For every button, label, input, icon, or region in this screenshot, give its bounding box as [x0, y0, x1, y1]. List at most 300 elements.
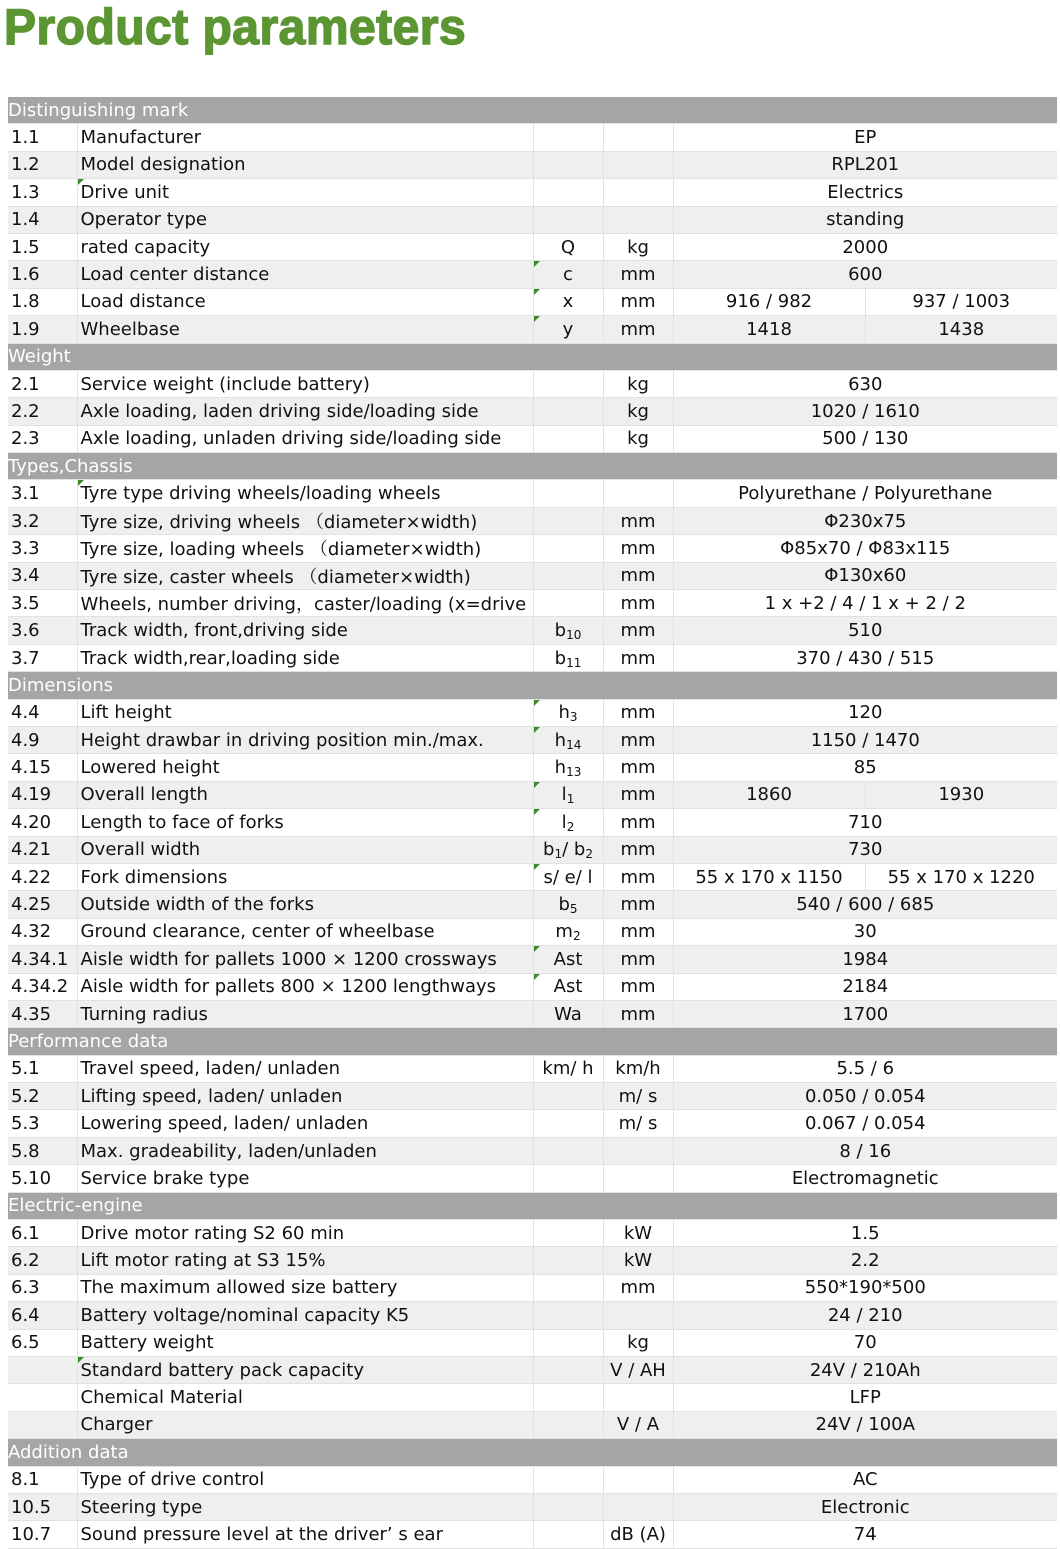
- symbol: [533, 1247, 603, 1274]
- symbol: [533, 1466, 603, 1493]
- value-variant-2: 1438: [865, 316, 1057, 343]
- table-row: [8, 288, 1057, 315]
- symbol: [533, 1165, 603, 1192]
- unit: mm: [603, 562, 673, 589]
- table-row: [8, 617, 1057, 644]
- value: 24 / 210: [673, 1302, 1057, 1329]
- unit: [603, 1137, 673, 1164]
- table-row: [8, 1165, 1057, 1192]
- value: 30: [673, 918, 1057, 945]
- unit: [603, 1493, 673, 1520]
- unit: kg: [603, 233, 673, 260]
- value-variant-1: 55 x 170 x 1150: [673, 863, 865, 890]
- unit: mm: [603, 836, 673, 863]
- row-number: 6.3: [8, 1274, 77, 1301]
- table-row: [8, 1356, 1057, 1383]
- table-row: [8, 1055, 1057, 1082]
- table-row: [8, 781, 1057, 808]
- parameter-name: Max. gradeability, laden/unladen: [77, 1137, 533, 1164]
- parameter-name: Drive motor rating S2 60 min: [77, 1220, 533, 1247]
- table-row: [8, 946, 1057, 973]
- row-number: 6.1: [8, 1220, 77, 1247]
- value: Electromagnetic: [673, 1165, 1057, 1192]
- unit: mm: [603, 863, 673, 890]
- symbol: [533, 1137, 603, 1164]
- unit: [603, 151, 673, 178]
- value: 0.067 / 0.054: [673, 1110, 1057, 1137]
- table-row: [8, 590, 1057, 617]
- value: 74: [673, 1521, 1057, 1548]
- row-number: 4.9: [8, 726, 77, 753]
- row-number: [8, 1411, 77, 1438]
- symbol: [533, 507, 603, 534]
- symbol: x: [533, 288, 603, 315]
- symbol: c: [533, 261, 603, 288]
- row-number: 4.15: [8, 754, 77, 781]
- symbol: [533, 1329, 603, 1356]
- unit: [603, 124, 673, 151]
- section-title: Types,Chassis: [8, 453, 1057, 480]
- symbol: km/ h: [533, 1055, 603, 1082]
- parameter-name: Chemical Material: [77, 1384, 533, 1411]
- parameter-name: Manufacturer: [77, 124, 533, 151]
- value: 5.5 / 6: [673, 1055, 1057, 1082]
- section-header: [8, 453, 1057, 480]
- symbol: [533, 1110, 603, 1137]
- row-number: 6.2: [8, 1247, 77, 1274]
- symbol: [533, 836, 603, 863]
- unit: [603, 179, 673, 206]
- table-row: [8, 425, 1057, 452]
- table-row: [8, 151, 1057, 178]
- section-header: [8, 1192, 1057, 1219]
- row-number: 1.9: [8, 316, 77, 343]
- row-number: 4.21: [8, 836, 77, 863]
- unit: [603, 1384, 673, 1411]
- parameter-name: The maximum allowed size battery: [77, 1274, 533, 1301]
- value: Φ230x75: [673, 507, 1057, 534]
- value: 500 / 130: [673, 425, 1057, 452]
- table-row: [8, 1247, 1057, 1274]
- symbol-subscript: 2: [566, 819, 575, 834]
- unit: kg: [603, 370, 673, 397]
- unit: mm: [603, 590, 673, 617]
- parameter-name: Load center distance: [77, 261, 533, 288]
- row-number: 1.3: [8, 179, 77, 206]
- value: 2184: [673, 973, 1057, 1000]
- row-number: 4.4: [8, 699, 77, 726]
- table-row: [8, 1083, 1057, 1110]
- unit: m/ s: [603, 1083, 673, 1110]
- value: 1700: [673, 1000, 1057, 1027]
- value: AC: [673, 1466, 1057, 1493]
- value: 1.5: [673, 1220, 1057, 1247]
- row-number: 4.22: [8, 863, 77, 890]
- parameter-name: Service weight (include battery): [77, 370, 533, 397]
- symbol: [533, 1384, 603, 1411]
- table-row: [8, 754, 1057, 781]
- section-title: Distinguishing mark: [8, 97, 1057, 124]
- parameter-name: Height drawbar in driving position min./max.: [77, 726, 533, 753]
- symbol: [533, 590, 603, 617]
- symbol: Q: [533, 233, 603, 260]
- symbol: [533, 617, 603, 644]
- unit: [603, 1302, 673, 1329]
- symbol: [533, 781, 603, 808]
- parameter-name: Tyre size, driving wheels （diameter×width): [77, 507, 533, 534]
- row-number: 8.1: [8, 1466, 77, 1493]
- value: EP: [673, 124, 1057, 151]
- unit: kg: [603, 425, 673, 452]
- row-number: 4.20: [8, 809, 77, 836]
- unit: m/ s: [603, 1110, 673, 1137]
- section-header: [8, 672, 1057, 699]
- value: 70: [673, 1329, 1057, 1356]
- symbol-subscript: 1: [554, 847, 563, 862]
- unit: kg: [603, 398, 673, 425]
- parameter-name: Battery weight: [77, 1329, 533, 1356]
- parameter-name: Standard battery pack capacity: [77, 1356, 533, 1383]
- symbol-base: m: [555, 921, 573, 943]
- value-variant-2: 55 x 170 x 1220: [865, 863, 1057, 890]
- parameter-name: Outside width of the forks: [77, 891, 533, 918]
- unit: kW: [603, 1247, 673, 1274]
- unit: mm: [603, 1000, 673, 1027]
- symbol: y: [533, 316, 603, 343]
- symbol: [533, 124, 603, 151]
- parameter-name: Overall width: [77, 836, 533, 863]
- row-number: 1.1: [8, 124, 77, 151]
- unit: V / AH: [603, 1356, 673, 1383]
- row-number: 2.1: [8, 370, 77, 397]
- symbol: [533, 1220, 603, 1247]
- row-number: 3.1: [8, 480, 77, 507]
- row-number: [8, 1356, 77, 1383]
- spec-table: [8, 97, 1057, 1549]
- parameter-name: Sound pressure level at the driver’ s ear: [77, 1521, 533, 1548]
- value: 85: [673, 754, 1057, 781]
- symbol: [533, 1411, 603, 1438]
- row-number: 4.35: [8, 1000, 77, 1027]
- row-number: 5.3: [8, 1110, 77, 1137]
- section-header: [8, 1439, 1057, 1466]
- row-number: 10.5: [8, 1493, 77, 1520]
- row-number: 10.7: [8, 1521, 77, 1548]
- unit: [603, 480, 673, 507]
- parameter-name: Battery voltage/nominal capacity K5: [77, 1302, 533, 1329]
- row-number: 5.2: [8, 1083, 77, 1110]
- value: 1984: [673, 946, 1057, 973]
- table-row: [8, 1274, 1057, 1301]
- value-variant-1: 916 / 982: [673, 288, 865, 315]
- parameter-name: Load distance: [77, 288, 533, 315]
- parameter-name: Length to face of forks: [77, 809, 533, 836]
- row-number: 4.25: [8, 891, 77, 918]
- value: 370 / 430 / 515: [673, 644, 1057, 671]
- unit: [603, 1165, 673, 1192]
- symbol-base: b: [543, 839, 555, 861]
- table-row: [8, 863, 1057, 890]
- unit: mm: [603, 973, 673, 1000]
- table-row: [8, 918, 1057, 945]
- section-title: Addition data: [8, 1439, 1057, 1466]
- symbol-subscript: 10: [566, 628, 582, 643]
- table-row: [8, 1137, 1057, 1164]
- table-row: [8, 316, 1057, 343]
- row-number: 1.5: [8, 233, 77, 260]
- unit: mm: [603, 809, 673, 836]
- row-number: 3.4: [8, 562, 77, 589]
- table-row: [8, 1302, 1057, 1329]
- symbol-subscript: 3: [569, 710, 578, 725]
- value-variant-2: 1930: [865, 781, 1057, 808]
- value: 730: [673, 836, 1057, 863]
- symbol: [533, 1302, 603, 1329]
- parameter-name: rated capacity: [77, 233, 533, 260]
- row-number: 5.1: [8, 1055, 77, 1082]
- table-row: [8, 726, 1057, 753]
- parameter-name: Lift motor rating at S3 15%: [77, 1247, 533, 1274]
- parameter-name: Overall length: [77, 781, 533, 808]
- parameter-name: Track width,rear,loading side: [77, 644, 533, 671]
- table-row: [8, 1220, 1057, 1247]
- table-row: [8, 891, 1057, 918]
- unit: mm: [603, 726, 673, 753]
- row-number: 4.32: [8, 918, 77, 945]
- table-row: [8, 535, 1057, 562]
- symbol: [533, 206, 603, 233]
- row-number: 3.6: [8, 617, 77, 644]
- value: 600: [673, 261, 1057, 288]
- table-row: [8, 480, 1057, 507]
- value: 1 x +2 / 4 / 1 x + 2 / 2: [673, 590, 1057, 617]
- value: 120: [673, 699, 1057, 726]
- table-row: [8, 1000, 1057, 1027]
- table-row: [8, 1329, 1057, 1356]
- value: LFP: [673, 1384, 1057, 1411]
- unit: mm: [603, 644, 673, 671]
- unit: mm: [603, 535, 673, 562]
- unit: mm: [603, 918, 673, 945]
- symbol-subscript: 1: [566, 792, 575, 807]
- table-row: [8, 370, 1057, 397]
- unit: mm: [603, 507, 673, 534]
- row-number: 5.10: [8, 1165, 77, 1192]
- unit: dB (A): [603, 1521, 673, 1548]
- unit: [603, 206, 673, 233]
- symbol-base: l: [561, 784, 567, 806]
- parameter-name: Model designation: [77, 151, 533, 178]
- symbol-subscript: 2: [585, 847, 593, 862]
- symbol: s/ e/ l: [533, 863, 603, 890]
- parameter-name: Wheelbase: [77, 316, 533, 343]
- table-row: [8, 1493, 1057, 1520]
- table-row: [8, 233, 1057, 260]
- value: 550*190*500: [673, 1274, 1057, 1301]
- symbol-base: h: [554, 729, 567, 751]
- value: 630: [673, 370, 1057, 397]
- unit: mm: [603, 754, 673, 781]
- table-row: [8, 507, 1057, 534]
- symbol: [533, 370, 603, 397]
- unit: kW: [603, 1220, 673, 1247]
- row-number: 1.2: [8, 151, 77, 178]
- parameter-name: Tyre type driving wheels/loading wheels: [77, 480, 533, 507]
- value: 710: [673, 809, 1057, 836]
- parameter-name: Lift height: [77, 699, 533, 726]
- value: Polyurethane / Polyurethane: [673, 480, 1057, 507]
- symbol: [533, 726, 603, 753]
- parameter-name: Lowered height: [77, 754, 533, 781]
- parameter-name: Axle loading, laden driving side/loading side: [77, 398, 533, 425]
- symbol: [533, 1521, 603, 1548]
- table-row: [8, 1466, 1057, 1493]
- parameter-name: Steering type: [77, 1493, 533, 1520]
- symbol-rest: / b: [562, 839, 586, 861]
- row-number: [8, 1384, 77, 1411]
- unit: mm: [603, 261, 673, 288]
- value: 2.2: [673, 1247, 1057, 1274]
- symbol: [533, 1274, 603, 1301]
- symbol: Wa: [533, 1000, 603, 1027]
- symbol: Ast: [533, 946, 603, 973]
- table-row: [8, 809, 1057, 836]
- unit: mm: [603, 946, 673, 973]
- row-number: 1.4: [8, 206, 77, 233]
- section-title: Weight: [8, 343, 1057, 370]
- table-row: [8, 179, 1057, 206]
- parameter-name: Lifting speed, laden/ unladen: [77, 1083, 533, 1110]
- row-number: 3.2: [8, 507, 77, 534]
- value: Electrics: [673, 179, 1057, 206]
- unit: mm: [603, 316, 673, 343]
- parameter-name: Aisle width for pallets 800 × 1200 lengthways: [77, 973, 533, 1000]
- row-number: 2.2: [8, 398, 77, 425]
- unit: mm: [603, 1274, 673, 1301]
- value: 1150 / 1470: [673, 726, 1057, 753]
- value: 24V / 100A: [673, 1411, 1057, 1438]
- section-title: Electric-engine: [8, 1192, 1057, 1219]
- row-number: 3.3: [8, 535, 77, 562]
- unit: mm: [603, 288, 673, 315]
- parameter-name: Track width, front,driving side: [77, 617, 533, 644]
- table-row: [8, 562, 1057, 589]
- row-number: 3.5: [8, 590, 77, 617]
- unit: mm: [603, 699, 673, 726]
- row-number: 4.19: [8, 781, 77, 808]
- row-number: 1.6: [8, 261, 77, 288]
- parameter-name: Tyre size, caster wheels （diameter×width): [77, 562, 533, 589]
- parameter-name: Fork dimensions: [77, 863, 533, 890]
- parameter-name: Aisle width for pallets 1000 × 1200 crossways: [77, 946, 533, 973]
- parameter-name: Type of drive control: [77, 1466, 533, 1493]
- section-header: [8, 1028, 1057, 1055]
- table-row: [8, 398, 1057, 425]
- table-row: [8, 124, 1057, 151]
- value-variant-2: 937 / 1003: [865, 288, 1057, 315]
- symbol-base: b: [554, 620, 567, 642]
- parameter-name: Service brake type: [77, 1165, 533, 1192]
- table-row: [8, 1110, 1057, 1137]
- table-row: [8, 699, 1057, 726]
- value-variant-1: 1418: [673, 316, 865, 343]
- table-row: [8, 1411, 1057, 1438]
- symbol: [533, 1493, 603, 1520]
- value: 540 / 600 / 685: [673, 891, 1057, 918]
- row-number: 2.3: [8, 425, 77, 452]
- symbol-base: h: [554, 757, 567, 779]
- symbol: [533, 891, 603, 918]
- table-row: [8, 1384, 1057, 1411]
- symbol-subscript: 11: [566, 655, 582, 670]
- symbol: [533, 179, 603, 206]
- symbol: [533, 754, 603, 781]
- parameter-name: Axle loading, unladen driving side/loading side: [77, 425, 533, 452]
- parameter-name: Ground clearance, center of wheelbase: [77, 918, 533, 945]
- section-title: Performance data: [8, 1028, 1057, 1055]
- parameter-name: Tyre size, loading wheels （diameter×width): [77, 535, 533, 562]
- unit: kg: [603, 1329, 673, 1356]
- value: Φ85x70 / Φ83x115: [673, 535, 1057, 562]
- symbol-subscript: 13: [566, 765, 582, 780]
- table-row: [8, 206, 1057, 233]
- table-row: [8, 261, 1057, 288]
- parameter-name: Operator type: [77, 206, 533, 233]
- row-number: 6.5: [8, 1329, 77, 1356]
- unit: mm: [603, 891, 673, 918]
- value: 8 / 16: [673, 1137, 1057, 1164]
- symbol: [533, 535, 603, 562]
- parameter-name: Lowering speed, laden/ unladen: [77, 1110, 533, 1137]
- unit: [603, 1466, 673, 1493]
- row-number: 1.8: [8, 288, 77, 315]
- symbol: [533, 809, 603, 836]
- section-header: [8, 97, 1057, 124]
- unit: mm: [603, 781, 673, 808]
- symbol: Ast: [533, 973, 603, 1000]
- value: 24V / 210Ah: [673, 1356, 1057, 1383]
- symbol-base: h: [558, 702, 570, 724]
- parameter-name: Wheels, number driving，caster/loading (x=drive: [77, 590, 533, 617]
- symbol-subscript: 2: [572, 929, 581, 944]
- value: 0.050 / 0.054: [673, 1083, 1057, 1110]
- value: Electronic: [673, 1493, 1057, 1520]
- symbol-subscript: 14: [566, 737, 582, 752]
- parameter-name: Drive unit: [77, 179, 533, 206]
- symbol: [533, 699, 603, 726]
- section-title: Dimensions: [8, 672, 1057, 699]
- symbol-base: l: [561, 811, 567, 833]
- row-number: 4.34.1: [8, 946, 77, 973]
- value: 2000: [673, 233, 1057, 260]
- value: Φ130x60: [673, 562, 1057, 589]
- row-number: 5.8: [8, 1137, 77, 1164]
- symbol: [533, 644, 603, 671]
- unit: km/h: [603, 1055, 673, 1082]
- table-row: [8, 1521, 1057, 1548]
- value: 510: [673, 617, 1057, 644]
- table-row: [8, 836, 1057, 863]
- row-number: 3.7: [8, 644, 77, 671]
- value-variant-1: 1860: [673, 781, 865, 808]
- symbol: [533, 151, 603, 178]
- symbol: [533, 918, 603, 945]
- page-title: Product parameters: [4, 0, 467, 55]
- table-row: [8, 973, 1057, 1000]
- row-number: 4.34.2: [8, 973, 77, 1000]
- parameter-name: Turning radius: [77, 1000, 533, 1027]
- unit: V / A: [603, 1411, 673, 1438]
